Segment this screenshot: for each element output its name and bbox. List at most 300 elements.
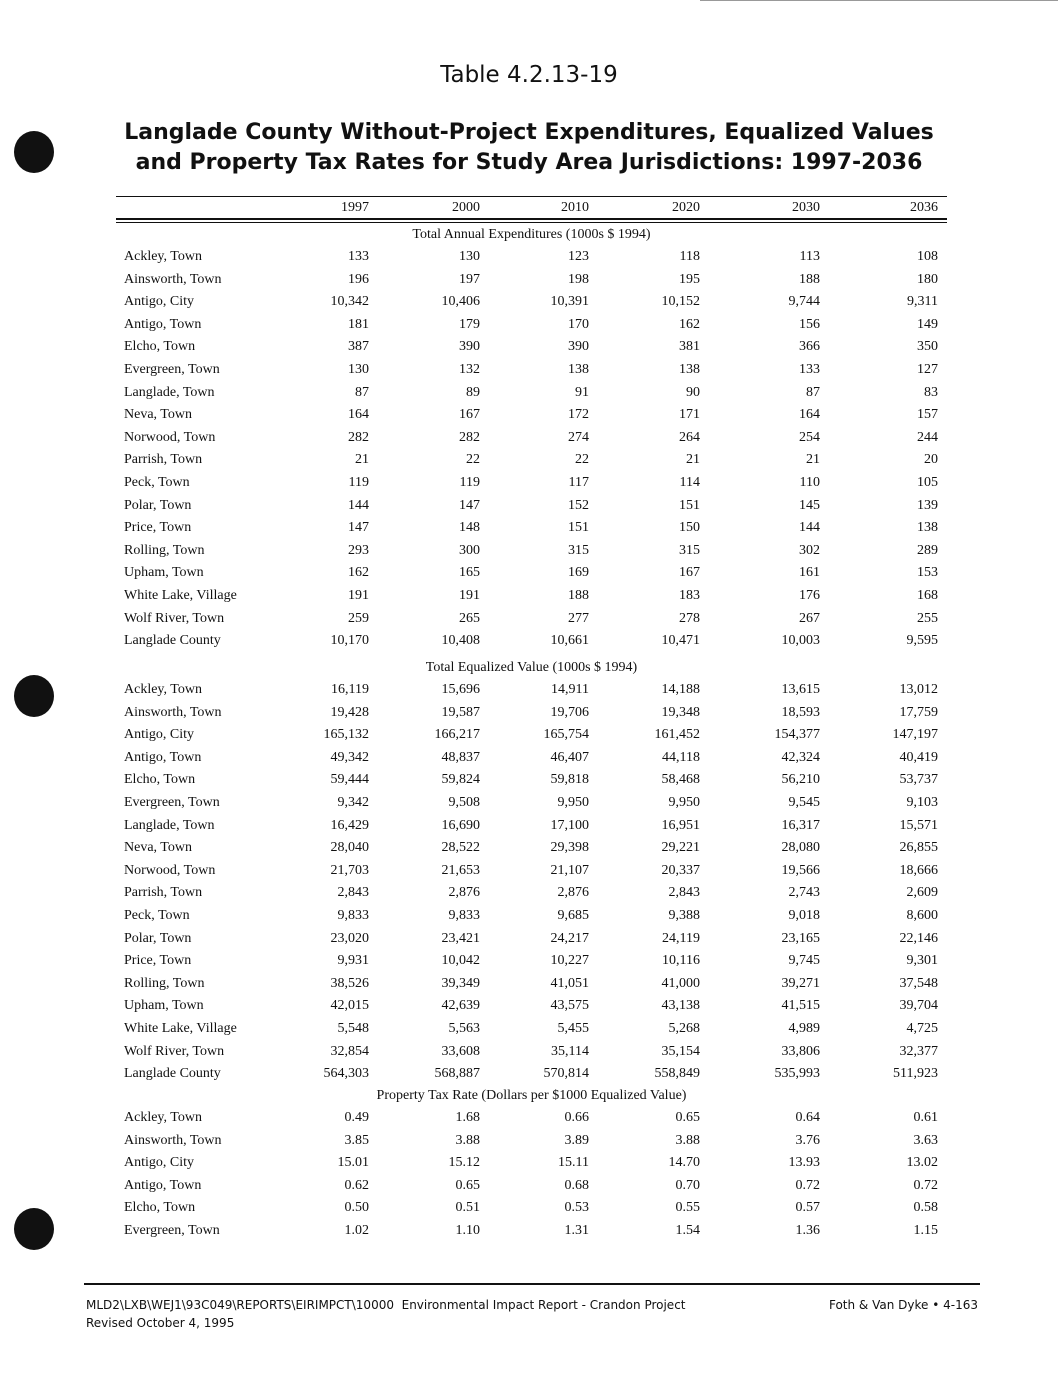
cell-2036: 149 bbox=[917, 316, 938, 332]
row-label: Wolf River, Town bbox=[124, 1043, 225, 1059]
row-label: White Lake, Village bbox=[124, 1021, 237, 1036]
cell-2000: 42,639 bbox=[441, 998, 480, 1014]
cell-2000: 130 bbox=[459, 249, 480, 264]
table-row bbox=[0, 727, 1058, 749]
cell-2036: 53,737 bbox=[899, 772, 938, 788]
row-label: Elcho, Town bbox=[124, 339, 196, 355]
cell-2020: 5,268 bbox=[668, 1021, 700, 1036]
cell-2010: 188 bbox=[568, 588, 589, 603]
table-row bbox=[0, 908, 1058, 930]
cell-2036: 13.02 bbox=[906, 1155, 938, 1171]
cell-2036: 20 bbox=[924, 452, 938, 468]
row-label: Rolling, Town bbox=[124, 975, 205, 991]
cell-2020: 264 bbox=[679, 429, 700, 445]
cell-2036: 350 bbox=[917, 339, 938, 355]
cell-2000: 48,837 bbox=[441, 749, 480, 765]
cell-2010: 0.53 bbox=[564, 1200, 589, 1216]
cell-2020: 90 bbox=[686, 384, 700, 400]
row-label: Ainsworth, Town bbox=[124, 1132, 222, 1148]
cell-2010: 24,217 bbox=[550, 930, 589, 946]
cell-2036: 40,419 bbox=[899, 749, 938, 765]
cell-2030: 18,593 bbox=[781, 704, 820, 720]
row-label: Norwood, Town bbox=[124, 429, 216, 445]
table-row bbox=[0, 588, 1058, 610]
cell-1997: 9,342 bbox=[337, 795, 369, 810]
cell-2010: 138 bbox=[568, 362, 589, 377]
cell-2020: 138 bbox=[679, 362, 700, 377]
cell-2036: 4,725 bbox=[906, 1021, 938, 1036]
row-label: Peck, Town bbox=[124, 475, 190, 490]
cell-2030: 145 bbox=[799, 497, 820, 513]
row-label: Elcho, Town bbox=[124, 772, 196, 788]
cell-2000: 15,696 bbox=[441, 682, 480, 697]
cell-2000: 119 bbox=[459, 475, 480, 490]
table-number: Table 4.2.13-19 bbox=[440, 62, 618, 88]
row-label: Ainsworth, Town bbox=[124, 271, 222, 287]
cell-2010: 198 bbox=[568, 271, 589, 287]
cell-2036: 157 bbox=[917, 407, 938, 423]
cell-2020: 44,118 bbox=[662, 749, 700, 765]
cell-2030: 21 bbox=[806, 452, 820, 468]
cell-1997: 16,119 bbox=[331, 682, 369, 697]
cell-2000: 3.88 bbox=[455, 1132, 480, 1148]
cell-2010: 10,661 bbox=[550, 633, 589, 649]
cell-1997: 87 bbox=[355, 384, 369, 400]
row-label: Antigo, City bbox=[124, 294, 195, 310]
table-title bbox=[0, 118, 1058, 178]
cell-2020: 162 bbox=[679, 316, 700, 332]
cell-1997: 32,854 bbox=[330, 1043, 369, 1059]
table-row bbox=[0, 294, 1058, 316]
cell-2030: 13,615 bbox=[781, 682, 820, 697]
cell-2030: 10,003 bbox=[781, 633, 820, 649]
table-row bbox=[0, 272, 1058, 294]
cell-2000: 22 bbox=[466, 452, 480, 468]
cell-2000: 568,887 bbox=[434, 1066, 480, 1082]
cell-2020: 183 bbox=[679, 588, 700, 603]
cell-2010: 315 bbox=[568, 542, 589, 558]
row-label: Rolling, Town bbox=[124, 542, 205, 558]
table-row bbox=[0, 1133, 1058, 1155]
table-title-line-1: Langlade County Without-Project Expenditures, Equalized Values bbox=[124, 120, 934, 145]
cell-2010: 5,455 bbox=[557, 1021, 589, 1036]
cell-2010: 19,706 bbox=[550, 704, 589, 720]
cell-2020: 24,119 bbox=[662, 930, 700, 946]
footer-path: MLD2\LXB\WEJ1\93C049\REPORTS\EIRIMPCT\10000 bbox=[86, 1298, 394, 1312]
cell-2036: 17,759 bbox=[899, 704, 938, 720]
cell-2000: 2,876 bbox=[448, 885, 480, 901]
cell-2030: 4,989 bbox=[788, 1021, 820, 1036]
table-row bbox=[0, 998, 1058, 1020]
cell-2036: 2,609 bbox=[906, 885, 938, 901]
cell-1997: 282 bbox=[348, 429, 369, 445]
row-label: Langlade, Town bbox=[124, 817, 215, 833]
row-label: Price, Town bbox=[124, 520, 192, 536]
cell-2000: 179 bbox=[459, 316, 480, 332]
cell-2020: 19,348 bbox=[661, 704, 700, 720]
table-row bbox=[0, 475, 1058, 497]
table-row bbox=[0, 1110, 1058, 1132]
cell-2010: 123 bbox=[568, 249, 589, 264]
cell-2010: 29,398 bbox=[550, 840, 589, 856]
cell-2030: 0.72 bbox=[795, 1177, 820, 1193]
cell-2020: 35,154 bbox=[661, 1043, 700, 1059]
cell-1997: 42,015 bbox=[330, 998, 369, 1014]
cell-2030: 87 bbox=[806, 384, 820, 400]
cell-2000: 28,522 bbox=[441, 840, 480, 856]
section-heading: Total Equalized Value (1000s $ 1994) bbox=[425, 660, 638, 675]
cell-2000: 390 bbox=[459, 339, 480, 355]
cell-2020: 150 bbox=[679, 520, 700, 536]
row-label: Antigo, Town bbox=[124, 1177, 202, 1193]
row-label: White Lake, Village bbox=[124, 588, 237, 603]
cell-1997: 9,931 bbox=[337, 953, 369, 969]
cell-2000: 1.10 bbox=[455, 1223, 480, 1238]
row-label: Parrish, Town bbox=[124, 885, 203, 901]
cell-1997: 1.02 bbox=[344, 1223, 369, 1238]
footer-page: 4-163 bbox=[943, 1298, 978, 1312]
table-row bbox=[0, 885, 1058, 907]
cell-1997: 49,342 bbox=[330, 749, 369, 765]
row-label: Polar, Town bbox=[124, 497, 192, 513]
cell-2000: 167 bbox=[459, 407, 480, 423]
cell-2000: 300 bbox=[459, 542, 480, 558]
cell-2010: 152 bbox=[568, 497, 589, 513]
cell-2030: 267 bbox=[799, 610, 820, 626]
cell-2030: 0.57 bbox=[795, 1200, 820, 1216]
cell-1997: 38,526 bbox=[330, 975, 369, 991]
table-row bbox=[0, 931, 1058, 953]
cell-2036: 105 bbox=[917, 475, 938, 490]
cell-2020: 14.70 bbox=[668, 1155, 700, 1171]
table-row bbox=[0, 976, 1058, 998]
cell-2020: 114 bbox=[679, 475, 700, 490]
table-row bbox=[0, 407, 1058, 429]
table-row bbox=[0, 498, 1058, 520]
cell-2000: 147 bbox=[459, 497, 480, 513]
cell-2010: 172 bbox=[568, 407, 589, 423]
cell-2036: 9,103 bbox=[906, 795, 938, 810]
table-row bbox=[0, 362, 1058, 384]
table-row bbox=[0, 633, 1058, 655]
cell-1997: 293 bbox=[348, 542, 369, 558]
table-row bbox=[0, 795, 1058, 817]
footer-report: Environmental Impact Report - Crandon Project bbox=[401, 1298, 686, 1312]
cell-2030: 9,744 bbox=[788, 294, 820, 310]
row-label: Evergreen, Town bbox=[124, 362, 220, 377]
cell-1997: 15.01 bbox=[337, 1155, 369, 1171]
cell-2020: 381 bbox=[679, 339, 700, 355]
cell-2000: 0.51 bbox=[455, 1200, 480, 1216]
row-label: Norwood, Town bbox=[124, 862, 216, 878]
cell-2030: 9,745 bbox=[788, 953, 820, 969]
cell-1997: 164 bbox=[348, 407, 369, 423]
col-header-1997: 1997 bbox=[341, 200, 369, 215]
row-label: Parrish, Town bbox=[124, 452, 203, 468]
cell-2030: 41,515 bbox=[781, 998, 820, 1014]
cell-2036: 0.61 bbox=[913, 1110, 938, 1125]
cell-2000: 10,408 bbox=[441, 633, 480, 649]
cell-2000: 132 bbox=[459, 362, 480, 377]
cell-2010: 0.68 bbox=[564, 1177, 589, 1193]
cell-2010: 17,100 bbox=[550, 817, 589, 833]
cell-1997: 0.62 bbox=[344, 1177, 369, 1193]
cell-2036: 1.15 bbox=[913, 1223, 938, 1238]
cell-1997: 59,444 bbox=[330, 772, 369, 788]
cell-2020: 21 bbox=[686, 452, 700, 468]
cell-2020: 0.65 bbox=[675, 1110, 700, 1125]
cell-2010: 277 bbox=[568, 610, 589, 626]
cell-1997: 10,170 bbox=[330, 633, 369, 649]
cell-2030: 9,018 bbox=[788, 908, 820, 923]
cell-2000: 21,653 bbox=[441, 862, 480, 878]
cell-2036: 168 bbox=[917, 588, 938, 603]
cell-2030: 0.64 bbox=[795, 1110, 820, 1125]
cell-2036: 0.58 bbox=[913, 1200, 938, 1216]
cell-2000: 165 bbox=[459, 565, 480, 581]
header-rule-top bbox=[116, 196, 947, 197]
cell-2030: 9,545 bbox=[788, 795, 820, 810]
cell-1997: 21 bbox=[355, 452, 369, 468]
cell-2000: 148 bbox=[459, 520, 480, 536]
cell-2000: 23,421 bbox=[441, 930, 480, 946]
col-header-2036: 2036 bbox=[910, 200, 938, 215]
cell-2010: 21,107 bbox=[550, 862, 589, 878]
cell-2030: 144 bbox=[799, 520, 820, 536]
cell-2000: 5,563 bbox=[448, 1021, 480, 1036]
cell-2000: 33,608 bbox=[441, 1043, 480, 1059]
cell-2020: 0.55 bbox=[675, 1200, 700, 1216]
table-row bbox=[0, 565, 1058, 587]
row-label: Ackley, Town bbox=[124, 1110, 202, 1125]
table-row bbox=[0, 317, 1058, 339]
cell-2036: 153 bbox=[917, 565, 938, 581]
footer-bullet: • bbox=[932, 1298, 940, 1312]
col-header-2010: 2010 bbox=[561, 200, 589, 215]
table-row bbox=[0, 543, 1058, 565]
cell-2020: 315 bbox=[679, 542, 700, 558]
cell-2000: 191 bbox=[459, 588, 480, 603]
footer-firm: Foth & Van Dyke bbox=[828, 1298, 929, 1312]
cell-2030: 16,317 bbox=[781, 817, 820, 833]
cell-1997: 0.50 bbox=[344, 1200, 369, 1216]
cell-2010: 35,114 bbox=[551, 1043, 589, 1059]
row-label: Langlade County bbox=[124, 1066, 221, 1082]
cell-2020: 41,000 bbox=[661, 975, 700, 991]
cell-2000: 0.65 bbox=[455, 1177, 480, 1193]
row-label: Upham, Town bbox=[124, 998, 204, 1014]
cell-2030: 39,271 bbox=[781, 975, 820, 991]
cell-2020: 118 bbox=[679, 249, 700, 264]
cell-1997: 196 bbox=[348, 271, 369, 287]
table-row bbox=[0, 430, 1058, 452]
cell-2010: 46,407 bbox=[550, 749, 589, 765]
cell-2010: 9,950 bbox=[557, 795, 589, 810]
cell-2000: 282 bbox=[459, 429, 480, 445]
cell-2030: 366 bbox=[799, 339, 820, 355]
cell-2010: 0.66 bbox=[564, 1110, 589, 1125]
cell-2030: 161 bbox=[799, 565, 820, 581]
cell-2010: 165,754 bbox=[543, 727, 589, 743]
cell-2020: 58,468 bbox=[661, 772, 700, 788]
cell-2020: 1.54 bbox=[675, 1223, 700, 1238]
cell-2036: 127 bbox=[917, 362, 938, 377]
cell-2030: 19,566 bbox=[781, 862, 820, 878]
cell-2030: 42,324 bbox=[781, 749, 820, 765]
row-label: Elcho, Town bbox=[124, 1200, 196, 1216]
cell-2020: 43,138 bbox=[661, 998, 700, 1014]
header-rule-bottom-1 bbox=[116, 218, 947, 220]
cell-2020: 10,152 bbox=[661, 294, 700, 310]
footer-right bbox=[829, 1298, 978, 1312]
row-label: Ackley, Town bbox=[124, 249, 202, 264]
cell-2010: 2,876 bbox=[557, 885, 589, 901]
cell-2020: 558,849 bbox=[654, 1066, 700, 1082]
cell-2020: 278 bbox=[679, 610, 700, 626]
row-label: Antigo, City bbox=[124, 727, 195, 743]
cell-1997: 19,428 bbox=[330, 704, 369, 720]
cell-1997: 23,020 bbox=[330, 930, 369, 946]
cell-2020: 20,337 bbox=[661, 862, 700, 878]
cell-2036: 289 bbox=[917, 542, 938, 558]
table-row bbox=[0, 452, 1058, 474]
section-heading: Total Annual Expenditures (1000s $ 1994) bbox=[412, 227, 651, 242]
cell-1997: 191 bbox=[348, 588, 369, 603]
table-row bbox=[0, 750, 1058, 772]
table-row bbox=[0, 249, 1058, 271]
row-label: Antigo, City bbox=[124, 1155, 195, 1171]
cell-2036: 18,666 bbox=[899, 862, 938, 878]
cell-2020: 10,116 bbox=[662, 953, 700, 969]
cell-1997: 181 bbox=[348, 316, 369, 332]
header-rule-bottom-2 bbox=[116, 222, 947, 223]
footer-left bbox=[86, 1298, 686, 1330]
cell-2020: 0.70 bbox=[675, 1177, 700, 1193]
cell-2030: 13.93 bbox=[788, 1155, 820, 1171]
cell-2036: 32,377 bbox=[899, 1043, 938, 1059]
col-header-2020: 2020 bbox=[672, 200, 700, 215]
cell-2020: 195 bbox=[679, 271, 700, 287]
cell-2030: 154,377 bbox=[774, 727, 820, 743]
cell-1997: 119 bbox=[348, 475, 369, 490]
cell-2030: 156 bbox=[799, 316, 820, 332]
cell-2036: 9,301 bbox=[906, 953, 938, 969]
cell-2036: 0.72 bbox=[913, 1177, 938, 1193]
cell-1997: 130 bbox=[348, 362, 369, 377]
cell-2000: 197 bbox=[459, 271, 480, 287]
table-row bbox=[0, 840, 1058, 862]
cell-1997: 144 bbox=[348, 497, 369, 513]
cell-2010: 9,685 bbox=[557, 908, 589, 923]
cell-2036: 138 bbox=[917, 520, 938, 536]
cell-1997: 162 bbox=[348, 565, 369, 581]
cell-2036: 26,855 bbox=[899, 840, 938, 856]
row-label: Ackley, Town bbox=[124, 682, 202, 697]
cell-2036: 15,571 bbox=[899, 817, 938, 833]
table-row bbox=[0, 611, 1058, 633]
cell-2020: 167 bbox=[679, 565, 700, 581]
cell-2010: 91 bbox=[575, 384, 589, 400]
cell-2036: 37,548 bbox=[899, 975, 938, 991]
cell-2000: 59,824 bbox=[441, 772, 480, 788]
cell-2000: 166,217 bbox=[434, 727, 480, 743]
cell-2036: 147,197 bbox=[892, 727, 938, 743]
cell-1997: 16,429 bbox=[330, 817, 369, 833]
cell-1997: 0.49 bbox=[344, 1110, 369, 1125]
cell-1997: 387 bbox=[348, 339, 369, 355]
row-label: Upham, Town bbox=[124, 565, 204, 581]
cell-2010: 10,227 bbox=[550, 953, 589, 969]
row-label: Neva, Town bbox=[124, 407, 192, 423]
cell-2010: 570,814 bbox=[543, 1066, 589, 1082]
table-row bbox=[0, 863, 1058, 885]
cell-2020: 9,950 bbox=[668, 795, 700, 810]
cell-2010: 41,051 bbox=[550, 975, 589, 991]
cell-2036: 39,704 bbox=[899, 998, 938, 1014]
row-label: Peck, Town bbox=[124, 908, 190, 923]
cell-2030: 133 bbox=[799, 362, 820, 377]
cell-2010: 274 bbox=[568, 429, 589, 445]
cell-1997: 147 bbox=[348, 520, 369, 536]
cell-2010: 43,575 bbox=[550, 998, 589, 1014]
cell-2030: 110 bbox=[799, 475, 820, 490]
cell-2020: 9,388 bbox=[668, 908, 700, 923]
cell-1997: 564,303 bbox=[323, 1066, 369, 1082]
cell-1997: 259 bbox=[348, 610, 369, 626]
row-label: Price, Town bbox=[124, 953, 192, 969]
cell-2030: 176 bbox=[799, 588, 820, 603]
cell-2000: 15.12 bbox=[448, 1155, 480, 1171]
table-row bbox=[0, 1066, 1058, 1088]
cell-2020: 29,221 bbox=[661, 840, 700, 856]
table-row bbox=[0, 682, 1058, 704]
cell-2010: 14,911 bbox=[551, 682, 589, 697]
cell-2000: 89 bbox=[466, 384, 480, 400]
cell-2010: 10,391 bbox=[550, 294, 589, 310]
cell-2010: 15.11 bbox=[558, 1155, 589, 1171]
row-label: Antigo, Town bbox=[124, 316, 202, 332]
cell-2020: 10,471 bbox=[661, 633, 700, 649]
cell-2036: 22,146 bbox=[899, 930, 938, 946]
footer-revised: Revised October 4, 1995 bbox=[86, 1316, 235, 1330]
table-row bbox=[0, 520, 1058, 542]
cell-2000: 19,587 bbox=[441, 704, 480, 720]
cell-2020: 161,452 bbox=[654, 727, 700, 743]
cell-2030: 23,165 bbox=[781, 930, 820, 946]
table-row bbox=[0, 1223, 1058, 1245]
table-row bbox=[0, 772, 1058, 794]
cell-2000: 9,833 bbox=[448, 908, 480, 923]
row-label: Langlade County bbox=[124, 633, 221, 649]
table-row bbox=[0, 1200, 1058, 1222]
cell-2010: 22 bbox=[575, 452, 589, 468]
cell-2036: 3.63 bbox=[913, 1132, 938, 1148]
table-row bbox=[0, 1021, 1058, 1043]
cell-2010: 117 bbox=[568, 475, 589, 490]
row-label: Evergreen, Town bbox=[124, 1223, 220, 1238]
cell-2020: 14,188 bbox=[661, 682, 700, 697]
col-header-2030: 2030 bbox=[792, 200, 820, 215]
cell-1997: 10,342 bbox=[330, 294, 369, 310]
cell-2036: 511,923 bbox=[893, 1066, 938, 1082]
cell-2036: 8,600 bbox=[906, 908, 938, 923]
cell-2010: 390 bbox=[568, 339, 589, 355]
cell-2036: 83 bbox=[924, 384, 938, 400]
cell-1997: 28,040 bbox=[330, 840, 369, 856]
table-row bbox=[0, 953, 1058, 975]
cell-2030: 1.36 bbox=[795, 1223, 820, 1238]
cell-2030: 56,210 bbox=[781, 772, 820, 788]
